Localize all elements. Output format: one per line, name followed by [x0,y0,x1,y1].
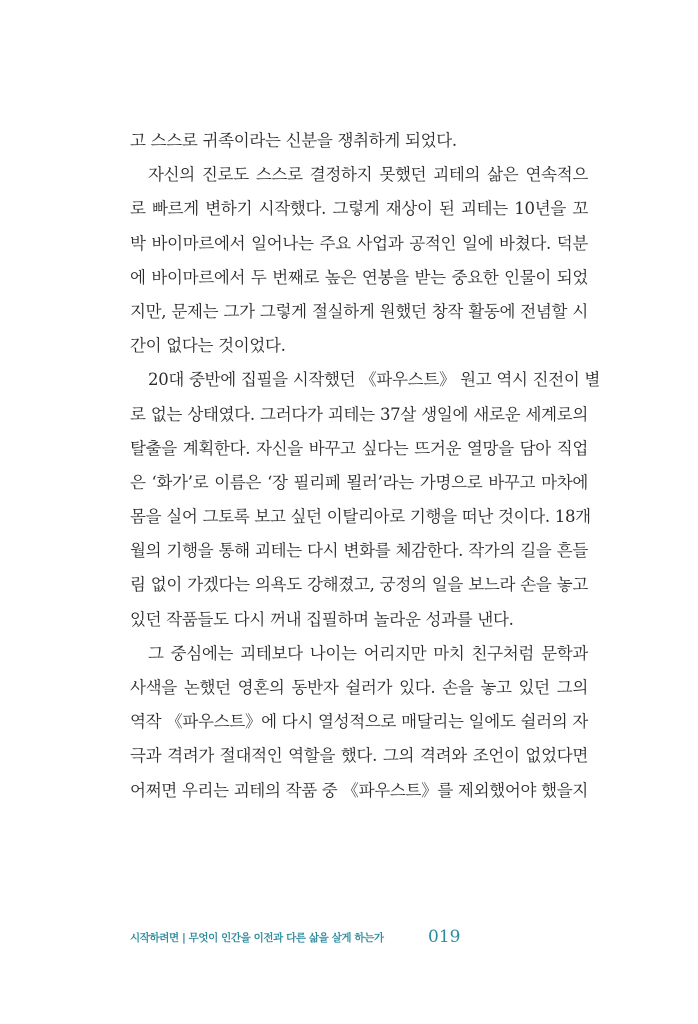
text-line: 극과 격려가 절대적인 역할을 했다. 그의 격려와 조언이 없었다면 [130,746,588,766]
text-line: 사색을 논했던 영혼의 동반자 쉴러가 있다. 손을 놓고 있던 그의 [130,678,588,697]
text-line: 고 스스로 귀족이라는 신분을 쟁취하게 되었다. [130,131,457,150]
text-line: 자신의 진로도 스스로 결정하지 못했던 괴테의 삶은 연속적으 [148,165,588,185]
body-text [130,128,601,812]
text-line: 간이 없다는 것이었다. [130,336,286,356]
text-line: 은 ‘화가’로 이름은 ‘장 필리페 묄러’라는 가명으로 바꾸고 마차에 [130,472,588,492]
page-footer [130,928,590,948]
text-line: 있던 작품들도 다시 꺼내 집필하며 놀라운 성과를 낸다. [130,609,514,629]
text-line: 로 빠르게 변하기 시작했다. 그렇게 재상이 된 괴테는 10년을 꼬 [130,199,588,219]
text-line: 지만, 문제는 그가 그렇게 절실하게 원했던 창작 활동에 전념할 시 [130,301,588,321]
page-number: 019 [428,927,461,947]
text-line: 그 중심에는 괴테보다 나이는 어리지만 마치 친구처럼 문학과 [148,643,588,663]
text-line: 로 없는 상태였다. 그러다가 괴테는 37살 생일에 새로운 세계로의 [130,404,588,424]
text-line: 림 없이 가겠다는 의욕도 강해졌고, 궁정의 일을 보느라 손을 놓고 [130,575,588,595]
text-line: 에 바이마르에서 두 번째로 높은 연봉을 받는 중요한 인물이 되었 [130,267,588,287]
running-title: 시작하려면 | 무엇이 인간을 이전과 다른 삶을 살게 하는가 [130,932,384,944]
text-line: 역작 《파우스트》에 다시 열성적으로 매달리는 일에도 쉴러의 자 [130,712,588,732]
text-line: 월의 기행을 통해 괴테는 다시 변화를 체감한다. 작가의 길을 흔들 [130,541,588,561]
text-line: 20대 중반에 집필을 시작했던 《파우스트》 원고 역시 진전이 별 [148,370,601,390]
text-line: 몸을 실어 그토록 보고 싶던 이탈리아로 기행을 떠난 것이다. 18개 [130,507,591,527]
text-line: 어쩌면 우리는 괴테의 작품 중 《파우스트》를 제외했어야 했을지 [130,780,588,800]
text-line: 박 바이마르에서 일어나는 주요 사업과 공적인 일에 바쳤다. 덕분 [130,233,588,253]
text-line: 탈출을 계획한다. 자신을 바꾸고 싶다는 뜨거운 열망을 담아 직업 [130,438,588,458]
